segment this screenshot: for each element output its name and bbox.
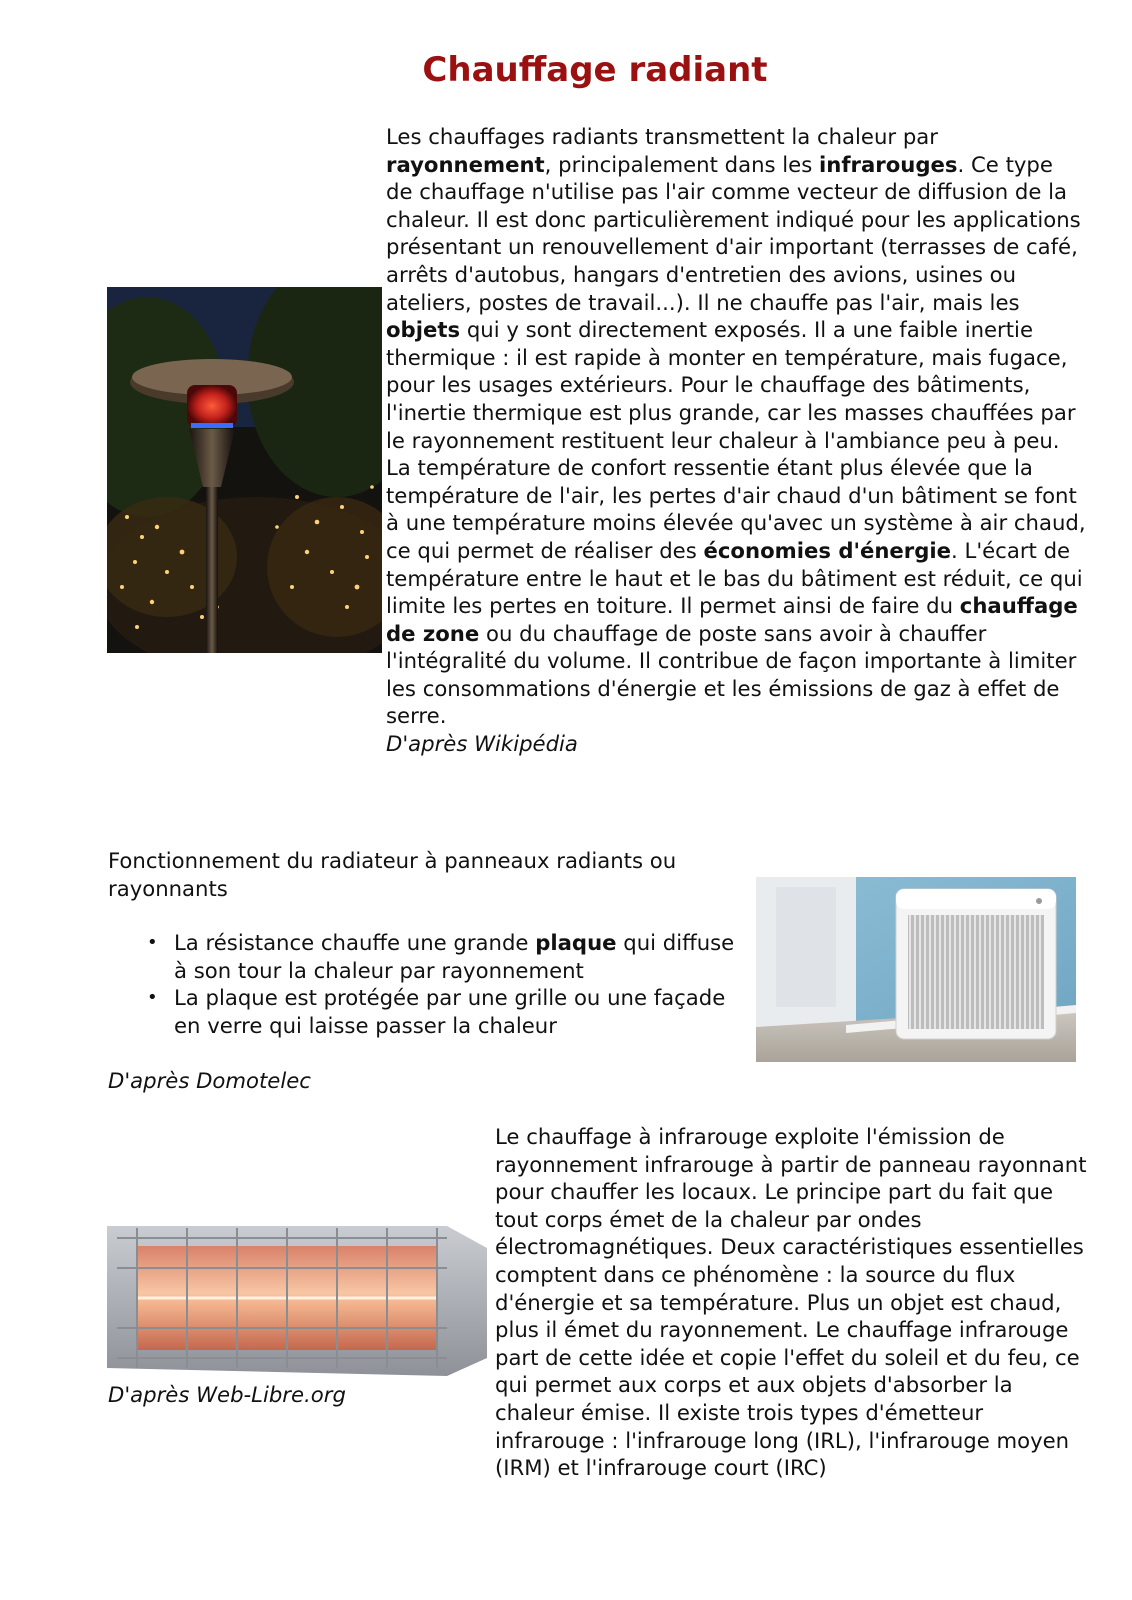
intro-text-5: . L'écart de température entre le haut et le bas du bâtiment est réduit, ce qui limite les pertes en toiture. Il permet ainsi de faire du bbox=[386, 537, 1083, 619]
intro-text-3: . Ce type de chauffage n'utilise pas l'air comme vecteur de diffusion de la chaleur. Il est donc particulièrement indiqué pour les applications présentant un renouvellement d'air important (terrasses de café, arrêts d'autobus, hangars d'entretien des avions, usines ou ateliers, postes de travail...). Il ne chauffe pas l'air, mais les bbox=[386, 151, 1081, 315]
intro-paragraph bbox=[386, 123, 1086, 758]
intro-bold-objets: objets bbox=[386, 317, 461, 343]
intro-bold-rayonnement: rayonnement bbox=[386, 151, 545, 177]
panels-section bbox=[108, 847, 743, 1094]
page-title: Chauffage radiant bbox=[422, 50, 768, 90]
intro-bold-infrarouges: infrarouges bbox=[818, 151, 958, 177]
intro-source: D'après Wikipédia bbox=[386, 731, 578, 757]
intro-text-4: qui y sont directement exposés. Il a une faible inertie thermique : il est rapide à monter en température, mais fugace, pour les usages extérieurs. Pour le chauffage des bâtiments, l'inertie thermique est plus grande, car les masses chauffées par le rayonnement restituent leur chaleur à l'ambiance peu à peu. La température de confort ressentie étant plus élevée que la température de l'air, les pertes d'air chaud d'un bâtiment se font à une température moins élevée qu'avec un système à air chaud, ce qui permet de réaliser des bbox=[386, 317, 1086, 563]
panels-source: D'après Domotelec bbox=[108, 1067, 311, 1093]
panels-heading: Fonctionnement du radiateur à panneaux radiants ou rayonnants bbox=[108, 848, 677, 901]
panels-bullet-list bbox=[108, 929, 743, 1039]
panels-bullet-1 bbox=[174, 929, 743, 984]
bullet1-post: qui diffuse à son tour la chaleur par rayonnement bbox=[174, 930, 735, 983]
infrared-heater-photo bbox=[107, 1218, 487, 1378]
intro-text-2: , principalement dans les bbox=[544, 151, 819, 177]
panels-bullet-2: • La plaque est protégée par une grille ou une façade en verre qui laisse passer la chaleur bbox=[174, 984, 743, 1039]
infrared-source: D'après Web-Libre.org bbox=[108, 1382, 346, 1407]
intro-bold-chauffage-zone: chauffage de zone bbox=[386, 593, 1078, 646]
intro-text-6: ou du chauffage de poste sans avoir à chauffer l'intégralité du volume. Il contribue de façon importante à limiter les consommations d'énergie et les émissions de gaz à effet de serre. bbox=[386, 620, 1077, 729]
panel-radiator-photo bbox=[756, 877, 1076, 1062]
infrared-paragraph: Le chauffage à infrarouge exploite l'émission de rayonnement infrarouge à partir de panneau rayonnant pour chauffer les locaux. Le principe part du fait que tout corps émet de la chaleur par ondes électromagnétiques. Deux caractéristiques essentielles comptent dans ce phénomène : la source du flux d'énergie et sa température. Plus un objet est chaud, plus il émet du rayonnement. Le chauffage infrarouge part de cette idée et copie l'effet du soleil et du feu, ce qui permet aux corps et aux objets d'absorber la chaleur émise. Il existe trois types d'émetteur infrarouge : l'infrarouge long (IRL), l'infrarouge moyen (IRM) et l'infrarouge court (IRC) bbox=[495, 1124, 1087, 1481]
bullet1-bold-plaque: plaque bbox=[535, 930, 617, 956]
patio-heater-photo bbox=[107, 287, 382, 653]
intro-bold-economies: économies d'énergie bbox=[703, 537, 952, 563]
intro-text-1: Les chauffages radiants transmettent la chaleur par bbox=[386, 124, 938, 149]
bullet1-pre: La résistance chauffe une grande bbox=[174, 930, 536, 956]
